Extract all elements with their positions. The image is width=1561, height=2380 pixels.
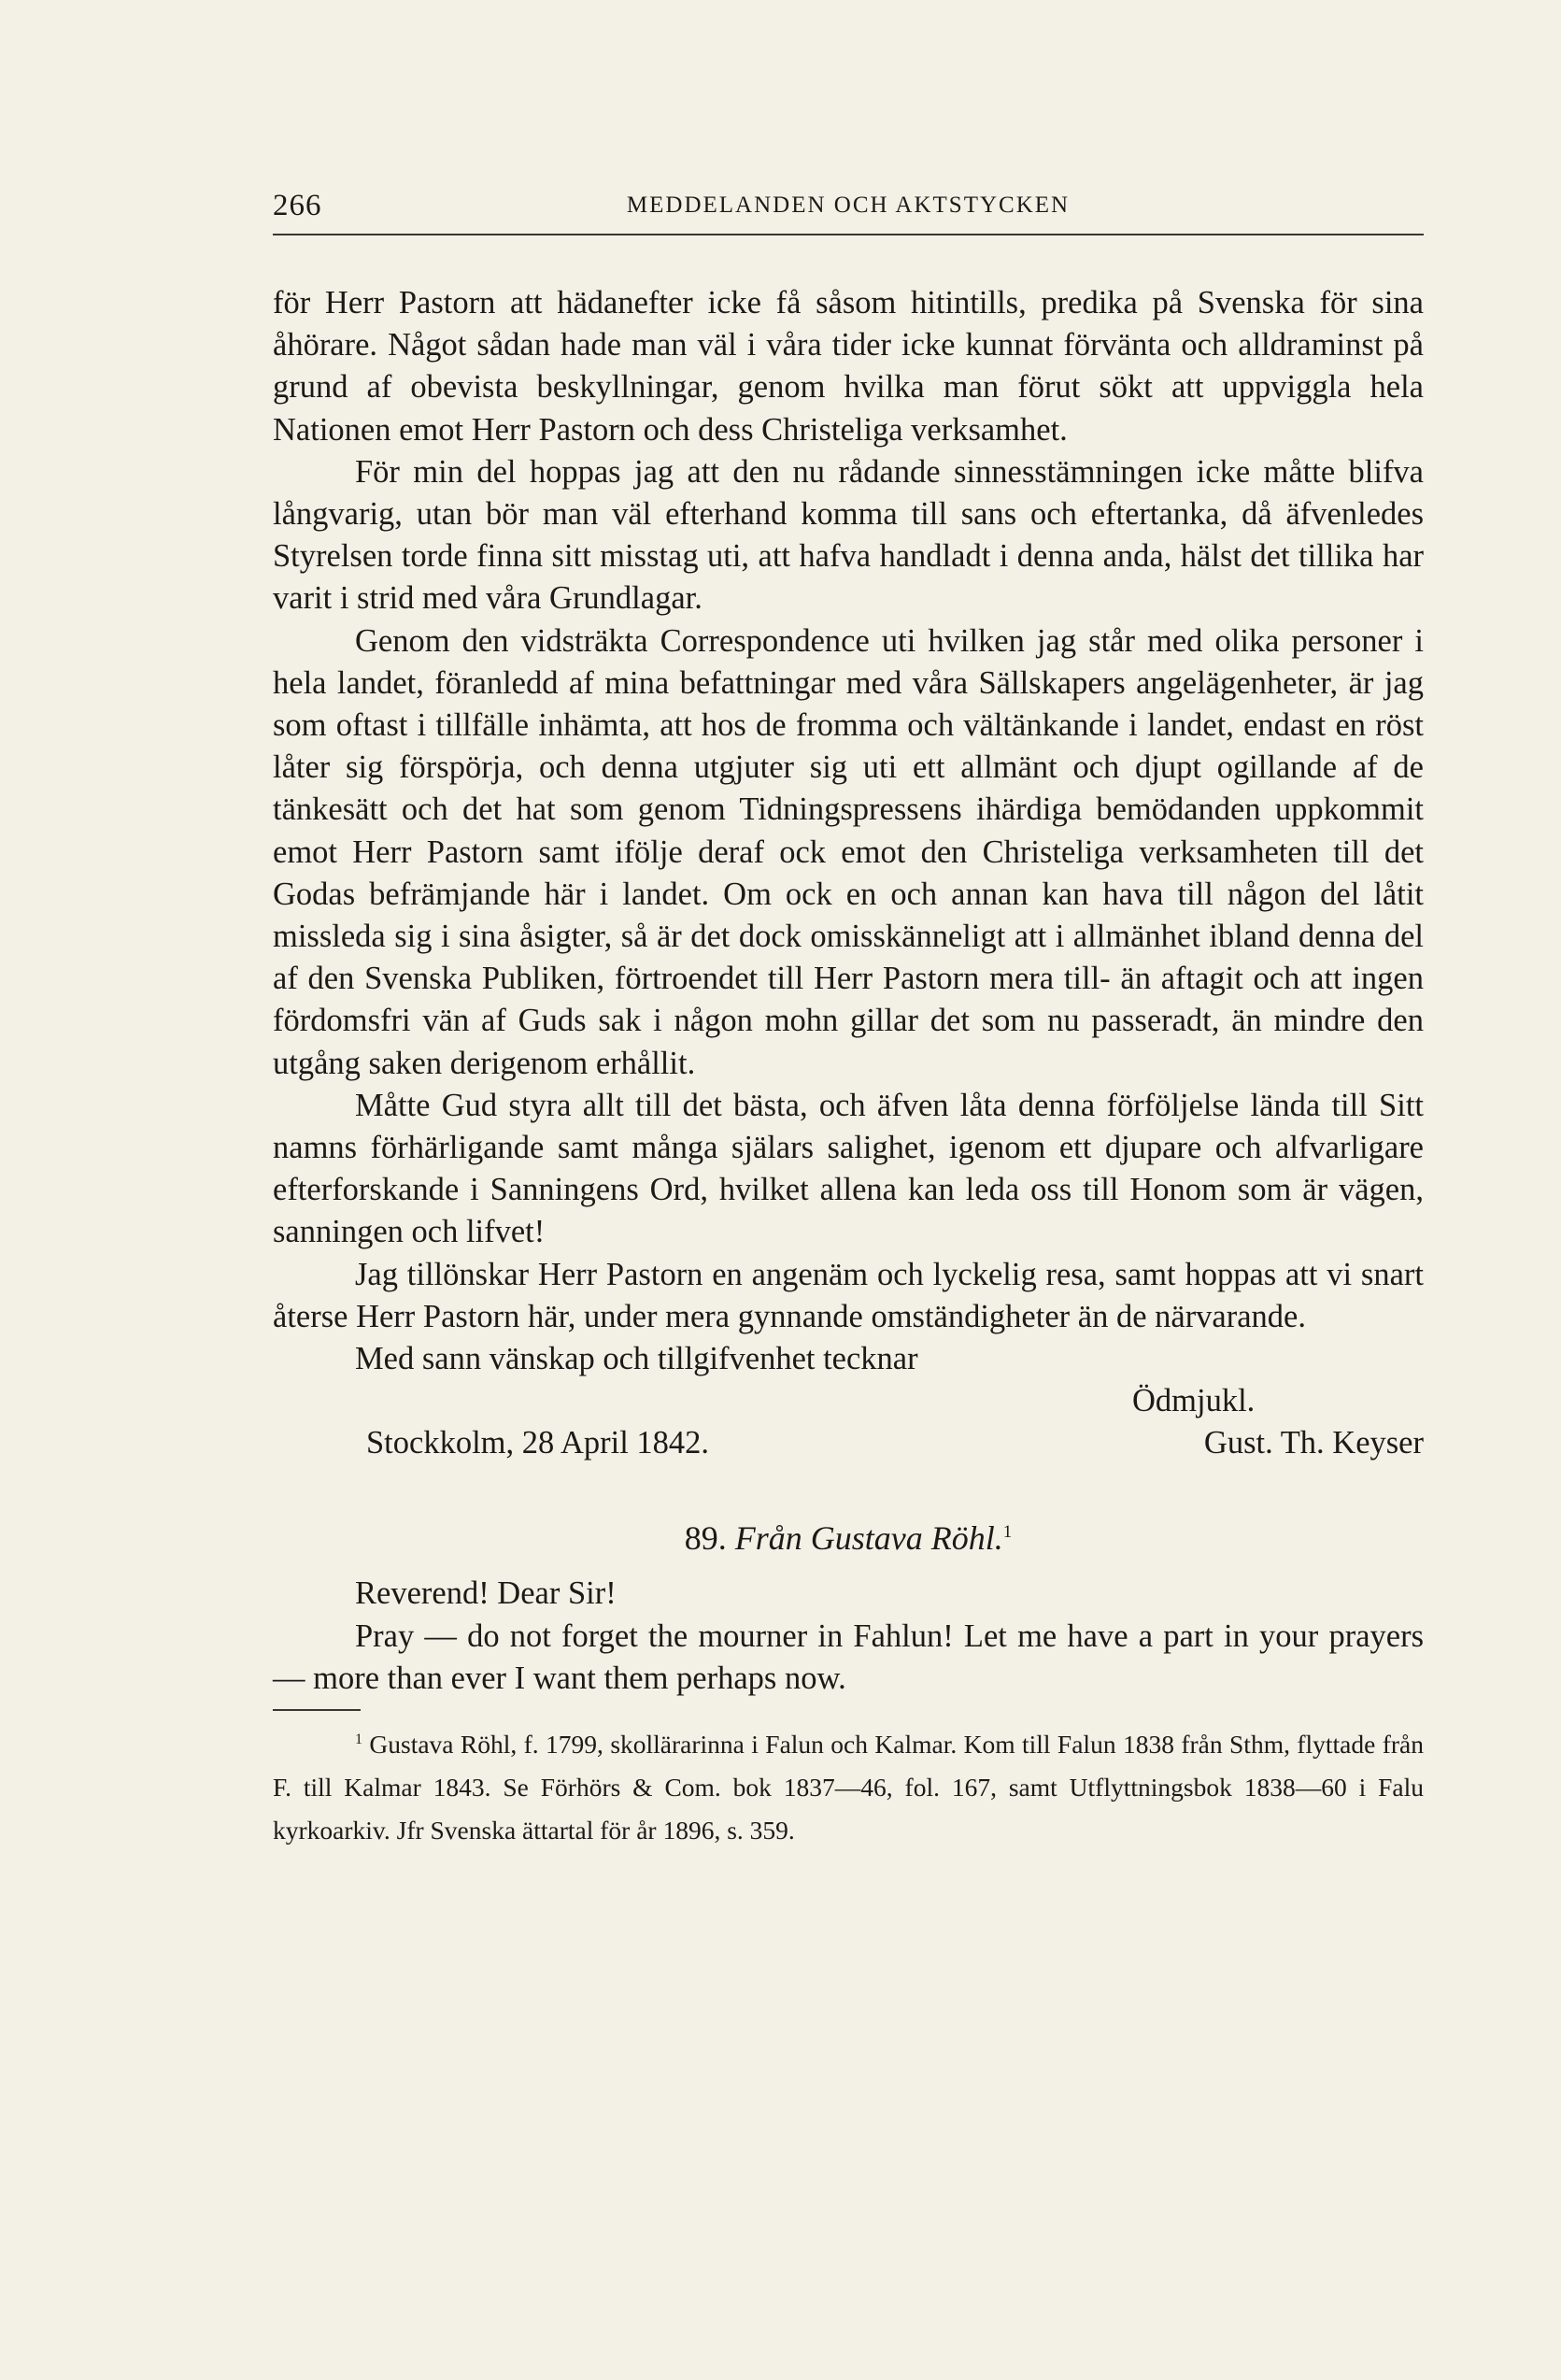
running-head: MEDDELANDEN OCH AKTSTYCKEN xyxy=(626,192,1071,218)
closing-formula: Ödmjukl. xyxy=(1132,1383,1256,1419)
page-header xyxy=(273,178,1424,235)
letter-number: 89. xyxy=(684,1519,727,1558)
footnote-text: Gustava Röhl, f. 1799, skollärarinna i Falun och Kalmar. Kom till Falun 1838 från Sthm, flyttade från F. till Kalmar 1843. Se Förhörs & Com. bok 1837—46, fol. 167, samt Utflyttningsbok 1838—60 i Falu kyrkoarkiv. Jfr Svenska ättartal för år 1896, s. 359. xyxy=(273,1730,1424,1846)
place-date: Stockkolm, 28 April 1842. xyxy=(366,1425,710,1461)
paragraph: Måtte Gud styra allt till det bästa, och äfven låta denna förföljelse lända till Sitt namns förhärligande samt många själars salighet, igenom ett djupare och alfvarligare efterforskande i Sanningens Ord, hvilket allena kan leda oss till Honom som är vägen, sanningen och lifvet! xyxy=(273,1087,1424,1250)
letter-heading xyxy=(273,1518,1424,1558)
letter-body-text xyxy=(273,282,1424,1380)
paragraph: Jag tillönskar Herr Pastorn en angenäm och lyckelig resa, samt hoppas att vi snart återse Herr Pastorn här, under mera gynnande omständigheter än de närvarande. xyxy=(273,1256,1424,1334)
footnote-rule xyxy=(273,1709,361,1711)
paragraph: För min del hoppas jag att den nu rådande sinnesstämningen icke måtte blifva långvarig, utan bör man väl efterhand komma till sans och eftertanka, då äfvenledes Styrelsen torde finna sitt misstag uti, att hafva handladt i denna anda, hälst det tillika har varit i strid med våra Grundlagar. xyxy=(273,453,1424,617)
letter-title: Från Gustava Röhl. xyxy=(734,1519,1003,1558)
footnote-marker: 1 xyxy=(355,1732,362,1748)
book-page xyxy=(273,178,1424,1852)
paragraph: för Herr Pastorn att hädanefter icke få såsom hitintills, predika på Svenska för sina åhörare. Något sådan hade man väl i våra tider icke kunnat förvänta och alldraminst på grund af obevista beskyllningar, genom hvilka man förut sökt att uppviggla hela Nationen emot Herr Pastorn och dess Christeliga verksamhet. xyxy=(273,285,1424,448)
footnote-reference: 1 xyxy=(1002,1522,1013,1543)
signer-name: Gust. Th. Keyser xyxy=(1203,1425,1424,1461)
paragraph: Pray — do not forget the mourner in Fahlun! Let me have a part in your prayers — more than ever I want them perhaps now. xyxy=(273,1618,1424,1696)
salutation: Reverend! Dear Sir! xyxy=(355,1575,617,1612)
signature-row xyxy=(273,1422,1424,1464)
paragraph: Genom den vidsträkta Correspondence uti hvilken jag står med olika personer i hela landet, föranledd af mina befattningar med våra Sällskapers angelägenheter, är jag som oftast i tillfälle inhämta, att hos de fromma och vältänkande i landet, endast en röst låter sig förspörja, och denna utgjuter sig uti ett allmänt och djupt ogillande af de tänkesätt och det hat som genom Tidningspressens ihärdiga bemödanden uppkommit emot Herr Pastorn samt iföljе deraf ock emot den Christeliga verksamheten till det Godas befrämjande här i landet. Om ock en och annan kan hava till någon del låtit missleda sig i sina åsigter, så är det dock omisskänneligt att i allmänhet ibland denna del af den Svenska Publiken, förtroendet till Herr Pastorn mera till- än aftagit och att ingen fördomsfri vän af Guds sak i någon mohn gillar det som nu passeradt, än mindre den utgång saken derigenom erhållit. xyxy=(273,622,1424,1081)
letter-89-body xyxy=(273,1573,1424,1700)
footnote xyxy=(273,1718,1424,1852)
signoff xyxy=(273,1380,1424,1464)
page-number: 266 xyxy=(273,189,322,222)
paragraph: Med sann vänskap och tillgifvenhet tecknar xyxy=(355,1341,918,1377)
